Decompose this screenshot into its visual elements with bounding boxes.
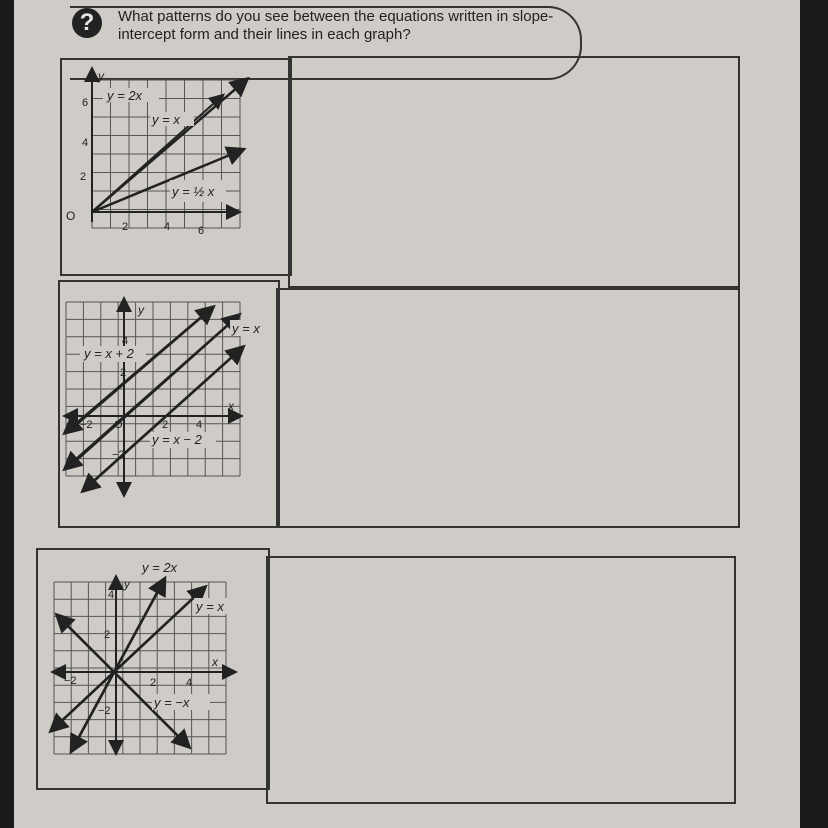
graph2-xtick: 4 bbox=[196, 419, 203, 431]
graph2-x-label: x bbox=[228, 399, 234, 413]
graph3-label-neg-x: y = −x bbox=[154, 695, 190, 710]
graph1-x-label: x bbox=[230, 205, 236, 219]
graph2-ytick: 2 bbox=[120, 367, 127, 379]
graph2-ytick: 4 bbox=[122, 335, 129, 347]
graph1-label-2x: y = 2x bbox=[107, 88, 143, 103]
question-text: What patterns do you see between the equations written in slope-intercept form and their lines in each graph? bbox=[118, 8, 554, 43]
graph3-label-x: y = x bbox=[196, 599, 224, 614]
graph1-xtick: 6 bbox=[198, 225, 205, 237]
graph1-ytick: 6 bbox=[82, 97, 89, 109]
question-mark-icon: ? bbox=[72, 8, 102, 38]
graph3-y-label: y bbox=[124, 577, 130, 591]
graph1-label-x: y = x bbox=[152, 112, 180, 127]
graph1-xtick: 2 bbox=[122, 221, 129, 233]
graph3-ytick: 4 bbox=[108, 589, 115, 601]
graph2-y-label: y bbox=[138, 303, 144, 317]
graph2-xtick: 2 bbox=[162, 419, 169, 431]
graph1-y-label: y bbox=[98, 69, 104, 83]
graph3-label-2x: y = 2x bbox=[142, 560, 178, 575]
graph3-line-2x-back bbox=[72, 580, 164, 750]
graph3-xtick: 4 bbox=[186, 677, 193, 689]
graph1-ytick: 4 bbox=[82, 137, 89, 149]
graph2-line-x-plus-2-back bbox=[66, 308, 212, 432]
graph3-ytick: 2 bbox=[104, 629, 111, 641]
graph1-ytick: 2 bbox=[80, 171, 87, 183]
graph3-ytick: −2 bbox=[98, 705, 111, 717]
graph3-xtick: −2 bbox=[64, 675, 77, 687]
graph3-xtick: 2 bbox=[150, 677, 157, 689]
graph2-xtick: −2 bbox=[80, 419, 93, 431]
graph2-ytick: −2 bbox=[112, 449, 125, 461]
graph1-label-half-x: y = ½ x bbox=[172, 184, 215, 199]
graph2-origin: O bbox=[114, 419, 123, 431]
graph2-label-x-plus-2: y = x + 2 bbox=[84, 346, 134, 361]
graph2-label-x-minus-2: y = x − 2 bbox=[152, 432, 202, 447]
graph3-x-label: x bbox=[212, 655, 218, 669]
graph1-xtick: 4 bbox=[164, 221, 171, 233]
graph2-label-x: y = x bbox=[232, 321, 260, 336]
graph1-origin: O bbox=[66, 209, 76, 223]
